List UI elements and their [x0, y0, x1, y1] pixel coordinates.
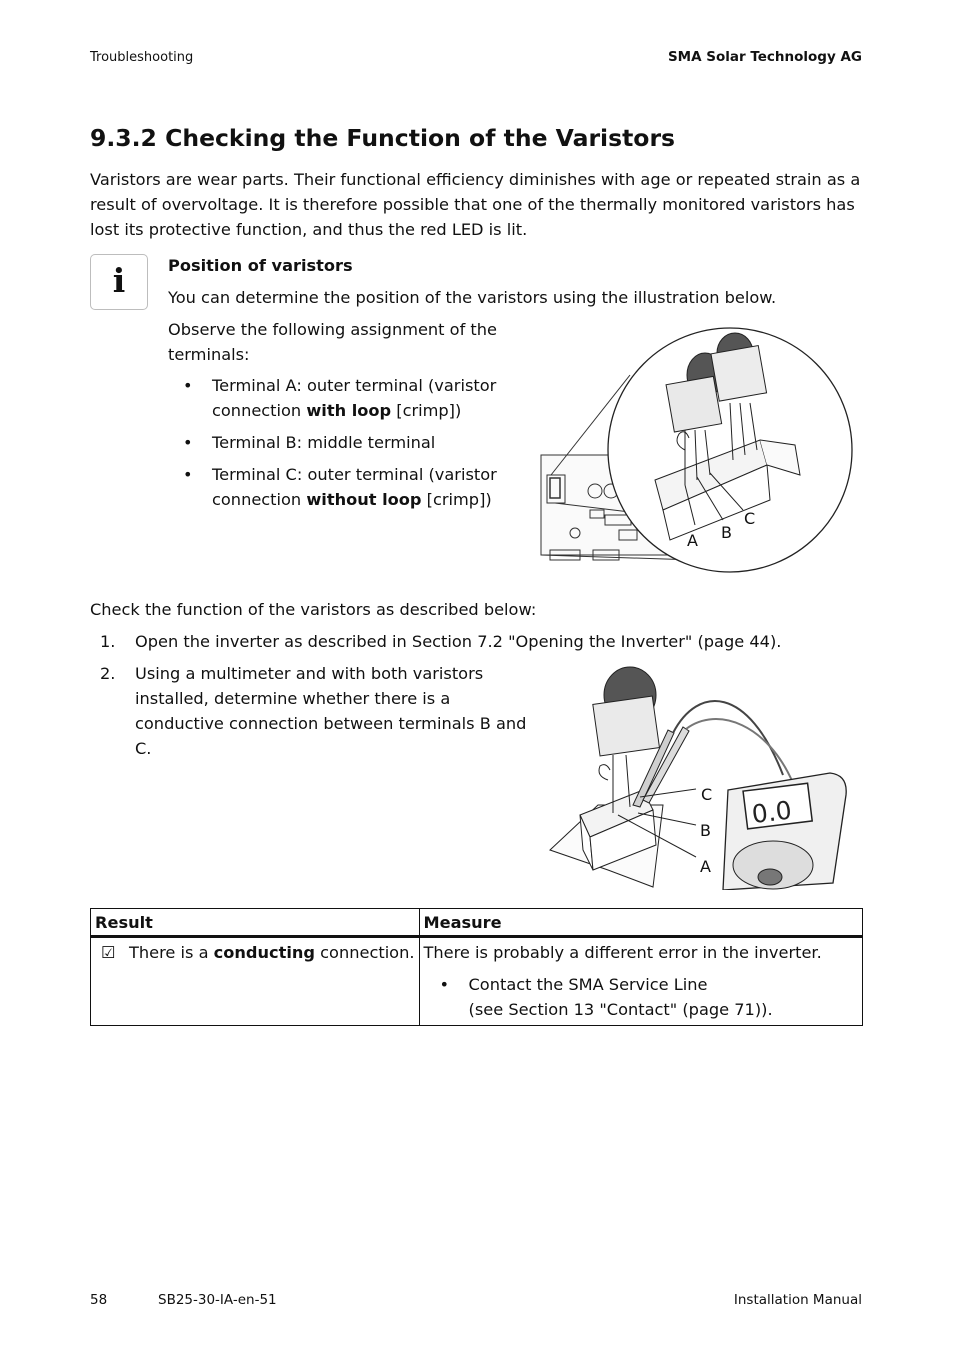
list-item: • Terminal A: outer terminal (varistor connection with loop [crimp]) — [183, 373, 498, 423]
list-item: 1. Open the inverter as described in Section 7.2 "Opening the Inverter" (page 44). — [100, 632, 782, 651]
multimeter-figure — [548, 665, 853, 890]
multimeter-display: 0.0 — [750, 795, 794, 830]
label-terminal-a: A — [700, 857, 711, 876]
page-number: 58 — [90, 1292, 108, 1308]
running-header-section: Troubleshooting — [90, 50, 194, 65]
note-title: Position of varistors — [168, 256, 353, 275]
varistor-position-figure — [535, 325, 860, 580]
document-id: SB25-30-IA-en-51 — [158, 1292, 277, 1308]
label-terminal-c: C — [701, 785, 713, 804]
label-terminal-c: C — [744, 509, 756, 528]
label-terminal-a: A — [687, 531, 698, 550]
table-row — [91, 937, 863, 1026]
list-item: • Terminal C: outer terminal (varistor connection without loop [crimp]) — [183, 462, 498, 512]
measure-text: There is probably a different error in the inverter. — [423, 943, 822, 962]
result-table — [90, 908, 863, 1026]
header-measure: Measure — [419, 909, 863, 937]
header-result: Result — [91, 909, 420, 937]
section-title: 9.3.2 Checking the Function of the Varistors — [90, 124, 676, 152]
note-text: You can determine the position of the varistors using the illustration below. — [168, 288, 777, 307]
label-terminal-b: B — [700, 821, 711, 840]
info-glyph: i — [112, 261, 126, 300]
label-terminal-b: B — [721, 523, 732, 542]
running-header-company: SMA Solar Technology AG — [667, 49, 862, 65]
table-header-row — [91, 909, 863, 937]
list-item: • Contact the SMA Service Line (see Section 13 "Contact" (page 71)). — [424, 972, 859, 1022]
list-item: • Terminal B: middle terminal — [183, 430, 498, 455]
result-cell: ☑ There is a conducting connection. — [91, 937, 420, 1026]
check-intro: Check the function of the varistors as described below: — [90, 600, 537, 619]
document-type: Installation Manual — [733, 1292, 862, 1308]
checkbox-checked-icon: ☑ — [101, 943, 116, 962]
terminal-list — [183, 373, 498, 519]
info-icon — [90, 254, 148, 310]
list-item: 2. Using a multimeter and with both varistors installed, determine whether there is a conductive connection between terminals B and C. — [100, 664, 527, 758]
assignment-text: Observe the following assignment of the terminals: — [168, 320, 497, 364]
intro-paragraph: Varistors are wear parts. Their functional efficiency diminishes with age or repeated strain as a result of overvoltage. It is therefore possible that one of the thermally monitored varistors has lost its protective function, and thus the red LED is lit. — [90, 170, 861, 239]
measure-cell — [419, 937, 863, 1026]
